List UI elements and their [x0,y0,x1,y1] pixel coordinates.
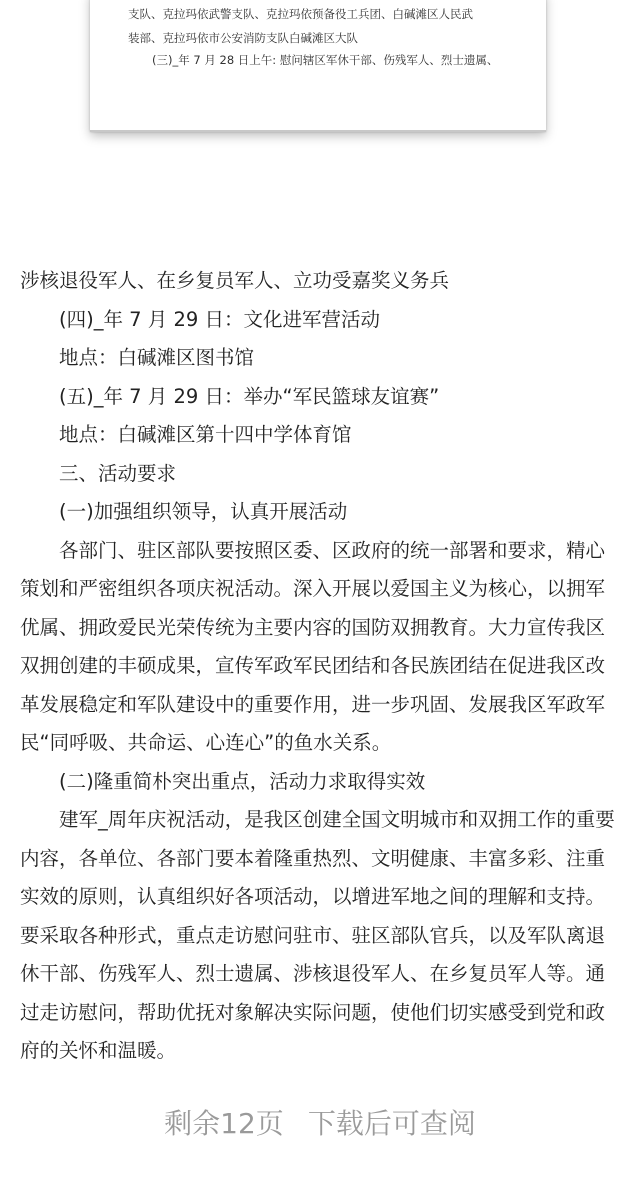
paragraph-line: 实效的原则，认真组织好各项活动，以增进军地之间的理解和支持。 [20,885,606,908]
paragraph-line: 策划和严密组织各项庆祝活动。深入开展以爱国主义为核心，以拥军 [20,577,606,600]
preview-text-line: 支队、克拉玛依武警支队、克拉玛依预备役工兵团、白碱滩区人民武 [128,7,473,21]
schedule-item-4: (四)_年 7 月 29 日：文化进军营活动 [59,307,380,331]
schedule-item-5: (五)_年 7 月 29 日：举办“军民篮球友谊赛” [59,384,440,408]
download-to-view-label[interactable]: 下载后可查阅 [307,1107,476,1140]
paragraph-line: 内容，各单位、各部门要本着隆重热烈、文明健康、丰富多彩、注重 [20,846,606,870]
paragraph-line: 过走访慰问，帮助优抚对象解决实际问题，使他们切实感受到党和政 [20,1000,606,1024]
paragraph-line: 要采取各种形式，重点走访慰问驻市、驻区部队官兵，以及军队离退 [20,923,606,947]
subsection-heading: (二)隆重简朴突出重点，活动力求取得实效 [59,769,426,793]
location-line: 地点：白碱滩区图书馆 [59,346,255,369]
preview-text-line: 装部、克拉玛依市公安消防支队白碱滩区大队 [128,31,358,45]
paragraph-line: 优属、拥政爱民光荣传统为主要内容的国防双拥教育。大力宣传我区 [20,615,606,639]
preview-text-line: (三)_年 7 月 28 日上午: 慰问辖区军休干部、伤残军人、烈士遗属、 [152,53,499,67]
location-line: 地点：白碱滩区第十四中学体育馆 [59,423,352,446]
preview-page-card [90,0,546,132]
paragraph-line: 革发展稳定和军队建设中的重要作用，进一步巩固、发展我区军政军 [20,692,606,716]
remaining-pages-label: 剩余12页 [164,1107,284,1140]
section-heading: 三、活动要求 [59,461,177,485]
paragraph-line: 双拥创建的丰硕成果，宣传军政军民团结和各民族团结在促进我区改 [20,654,606,677]
paragraph-line: 休干部、伤残军人、烈士遗属、涉核退役军人、在乡复员军人等。通 [20,962,606,985]
paragraph-line: 府的关怀和温暖。 [20,1039,177,1062]
subsection-heading: (一)加强组织领导，认真开展活动 [59,500,348,523]
document-body [20,262,622,1071]
paragraph-line: 各部门、驻区部队要按照区委、区政府的统一部署和要求，精心 [59,538,606,562]
document-line: 涉核退役军人、在乡复员军人、立功受嘉奖义务兵 [20,269,450,292]
download-prompt[interactable] [0,1104,640,1144]
paragraph-line: 建军_周年庆祝活动，是我区创建全国文明城市和双拥工作的重要 [59,808,615,831]
paragraph-line: 民“同呼吸、共命运、心连心”的鱼水关系。 [20,731,392,754]
